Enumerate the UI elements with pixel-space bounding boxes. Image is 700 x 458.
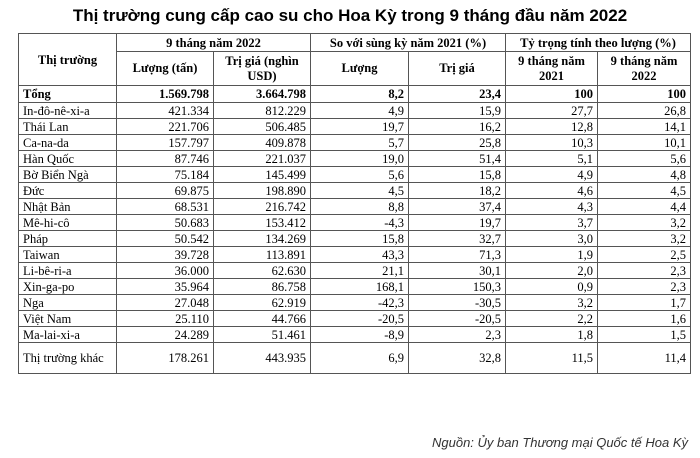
value-cell: 113.891 [214,247,311,263]
share-2022-cell: 3,2 [598,231,691,247]
header-share-2022: 9 tháng năm 2022 [598,52,691,86]
header-quantity: Lượng (tấn) [117,52,214,86]
market-name-cell: Xin-ga-po [19,279,117,295]
value-change-cell: -30,5 [409,295,506,311]
share-2021-cell: 11,5 [506,343,598,374]
value-cell: 62.630 [214,263,311,279]
market-name-cell: Thị trường khác [19,343,117,374]
header-value-change: Trị giá [409,52,506,86]
value-cell: 812.229 [214,103,311,119]
value-change-cell: 2,3 [409,327,506,343]
table-row [19,295,691,311]
value-change-cell: 71,3 [409,247,506,263]
header-share-2021: 9 tháng năm 2021 [506,52,598,86]
quantity-change-cell: 168,1 [311,279,409,295]
rubber-import-table [18,33,691,374]
market-name-cell: Tổng [19,86,117,103]
share-2021-cell: 1,8 [506,327,598,343]
market-name-cell: Đức [19,183,117,199]
quantity-cell: 25.110 [117,311,214,327]
table-row [19,119,691,135]
value-change-cell: 32,7 [409,231,506,247]
value-cell: 409.878 [214,135,311,151]
share-2021-cell: 2,0 [506,263,598,279]
share-2021-cell: 27,7 [506,103,598,119]
value-change-cell: 15,8 [409,167,506,183]
table-row [19,279,691,295]
share-2021-cell: 100 [506,86,598,103]
market-name-cell: Ca-na-da [19,135,117,151]
market-name-cell: Nga [19,295,117,311]
share-2022-cell: 4,8 [598,167,691,183]
header-value: Trị giá (nghìn USD) [214,52,311,86]
table-row [19,103,691,119]
quantity-change-cell: -20,5 [311,311,409,327]
share-2022-cell: 5,6 [598,151,691,167]
value-change-cell: 37,4 [409,199,506,215]
quantity-cell: 27.048 [117,295,214,311]
share-2021-cell: 2,2 [506,311,598,327]
value-cell: 134.269 [214,231,311,247]
quantity-cell: 75.184 [117,167,214,183]
table-row [19,327,691,343]
share-2021-cell: 4,3 [506,199,598,215]
share-2021-cell: 3,7 [506,215,598,231]
value-cell: 145.499 [214,167,311,183]
header-quantity-change: Lượng [311,52,409,86]
table-row [19,311,691,327]
quantity-change-cell: 4,5 [311,183,409,199]
header-group-vs-2021: So với sùng kỳ năm 2021 (%) [311,34,506,52]
value-cell: 44.766 [214,311,311,327]
header-group-share: Tỷ trọng tính theo lượng (%) [506,34,691,52]
value-cell: 62.919 [214,295,311,311]
share-2022-cell: 26,8 [598,103,691,119]
share-2022-cell: 1,6 [598,311,691,327]
page-title: Thị trường cung cấp cao su cho Hoa Kỳ trong 9 tháng đầu năm 2022 [72,6,628,25]
value-cell: 506.485 [214,119,311,135]
value-change-cell: 32,8 [409,343,506,374]
share-2021-cell: 4,9 [506,167,598,183]
quantity-change-cell: 4,9 [311,103,409,119]
value-cell: 153.412 [214,215,311,231]
value-cell: 221.037 [214,151,311,167]
value-change-cell: 19,7 [409,215,506,231]
share-2022-cell: 1,5 [598,327,691,343]
source-note: Nguồn: Ủy ban Thương mại Quốc tế Hoa Kỳ [431,435,688,450]
share-2022-cell: 10,1 [598,135,691,151]
market-name-cell: Bờ Biển Ngà [19,167,117,183]
share-2022-cell: 2,3 [598,279,691,295]
table-row [19,135,691,151]
market-name-cell: In-đô-nê-xi-a [19,103,117,119]
share-2022-cell: 1,7 [598,295,691,311]
table-row [19,86,691,103]
quantity-cell: 39.728 [117,247,214,263]
header-row-columns [19,52,691,86]
value-change-cell: -20,5 [409,311,506,327]
market-name-cell: Mê-hi-cô [19,215,117,231]
table-row [19,247,691,263]
share-2021-cell: 10,3 [506,135,598,151]
quantity-cell: 157.797 [117,135,214,151]
value-cell: 216.742 [214,199,311,215]
quantity-change-cell: 6,9 [311,343,409,374]
market-name-cell: Hàn Quốc [19,151,117,167]
quantity-change-cell: -8,9 [311,327,409,343]
quantity-change-cell: -4,3 [311,215,409,231]
quantity-cell: 178.261 [117,343,214,374]
share-2022-cell: 3,2 [598,215,691,231]
quantity-cell: 221.706 [117,119,214,135]
value-cell: 443.935 [214,343,311,374]
header-market: Thị trường [19,34,117,86]
quantity-change-cell: 5,7 [311,135,409,151]
market-name-cell: Taiwan [19,247,117,263]
value-change-cell: 30,1 [409,263,506,279]
quantity-change-cell: 5,6 [311,167,409,183]
share-2021-cell: 3,0 [506,231,598,247]
quantity-cell: 1.569.798 [117,86,214,103]
value-change-cell: 18,2 [409,183,506,199]
quantity-cell: 68.531 [117,199,214,215]
market-name-cell: Pháp [19,231,117,247]
quantity-cell: 69.875 [117,183,214,199]
share-2021-cell: 5,1 [506,151,598,167]
share-2021-cell: 4,6 [506,183,598,199]
share-2022-cell: 4,5 [598,183,691,199]
market-name-cell: Nhật Bản [19,199,117,215]
quantity-cell: 50.683 [117,215,214,231]
value-change-cell: 150,3 [409,279,506,295]
table-row [19,215,691,231]
value-change-cell: 25,8 [409,135,506,151]
market-name-cell: Ma-lai-xi-a [19,327,117,343]
quantity-change-cell: 8,8 [311,199,409,215]
quantity-change-cell: 43,3 [311,247,409,263]
quantity-change-cell: 21,1 [311,263,409,279]
value-change-cell: 51,4 [409,151,506,167]
quantity-cell: 87.746 [117,151,214,167]
market-name-cell: Li-bê-ri-a [19,263,117,279]
quantity-change-cell: 19,7 [311,119,409,135]
share-2022-cell: 11,4 [598,343,691,374]
quantity-change-cell: 19,0 [311,151,409,167]
value-cell: 51.461 [214,327,311,343]
share-2021-cell: 1,9 [506,247,598,263]
quantity-cell: 36.000 [117,263,214,279]
value-change-cell: 23,4 [409,86,506,103]
table-row [19,199,691,215]
header-row-groups [19,34,691,52]
quantity-change-cell: 15,8 [311,231,409,247]
market-name-cell: Thái Lan [19,119,117,135]
quantity-cell: 35.964 [117,279,214,295]
share-2022-cell: 2,3 [598,263,691,279]
table-row [19,183,691,199]
table-row [19,231,691,247]
share-2022-cell: 14,1 [598,119,691,135]
header-group-9-months-2022: 9 tháng năm 2022 [117,34,311,52]
share-2021-cell: 3,2 [506,295,598,311]
table-row [19,263,691,279]
value-change-cell: 16,2 [409,119,506,135]
table-row [19,343,691,374]
quantity-change-cell: -42,3 [311,295,409,311]
share-2021-cell: 12,8 [506,119,598,135]
table-row [19,167,691,183]
market-name-cell: Việt Nam [19,311,117,327]
share-2022-cell: 100 [598,86,691,103]
share-2022-cell: 2,5 [598,247,691,263]
value-cell: 86.758 [214,279,311,295]
quantity-change-cell: 8,2 [311,86,409,103]
value-change-cell: 15,9 [409,103,506,119]
share-2021-cell: 0,9 [506,279,598,295]
value-cell: 3.664.798 [214,86,311,103]
share-2022-cell: 4,4 [598,199,691,215]
table-body [19,86,691,374]
quantity-cell: 50.542 [117,231,214,247]
value-cell: 198.890 [214,183,311,199]
quantity-cell: 421.334 [117,103,214,119]
table-row [19,151,691,167]
quantity-cell: 24.289 [117,327,214,343]
